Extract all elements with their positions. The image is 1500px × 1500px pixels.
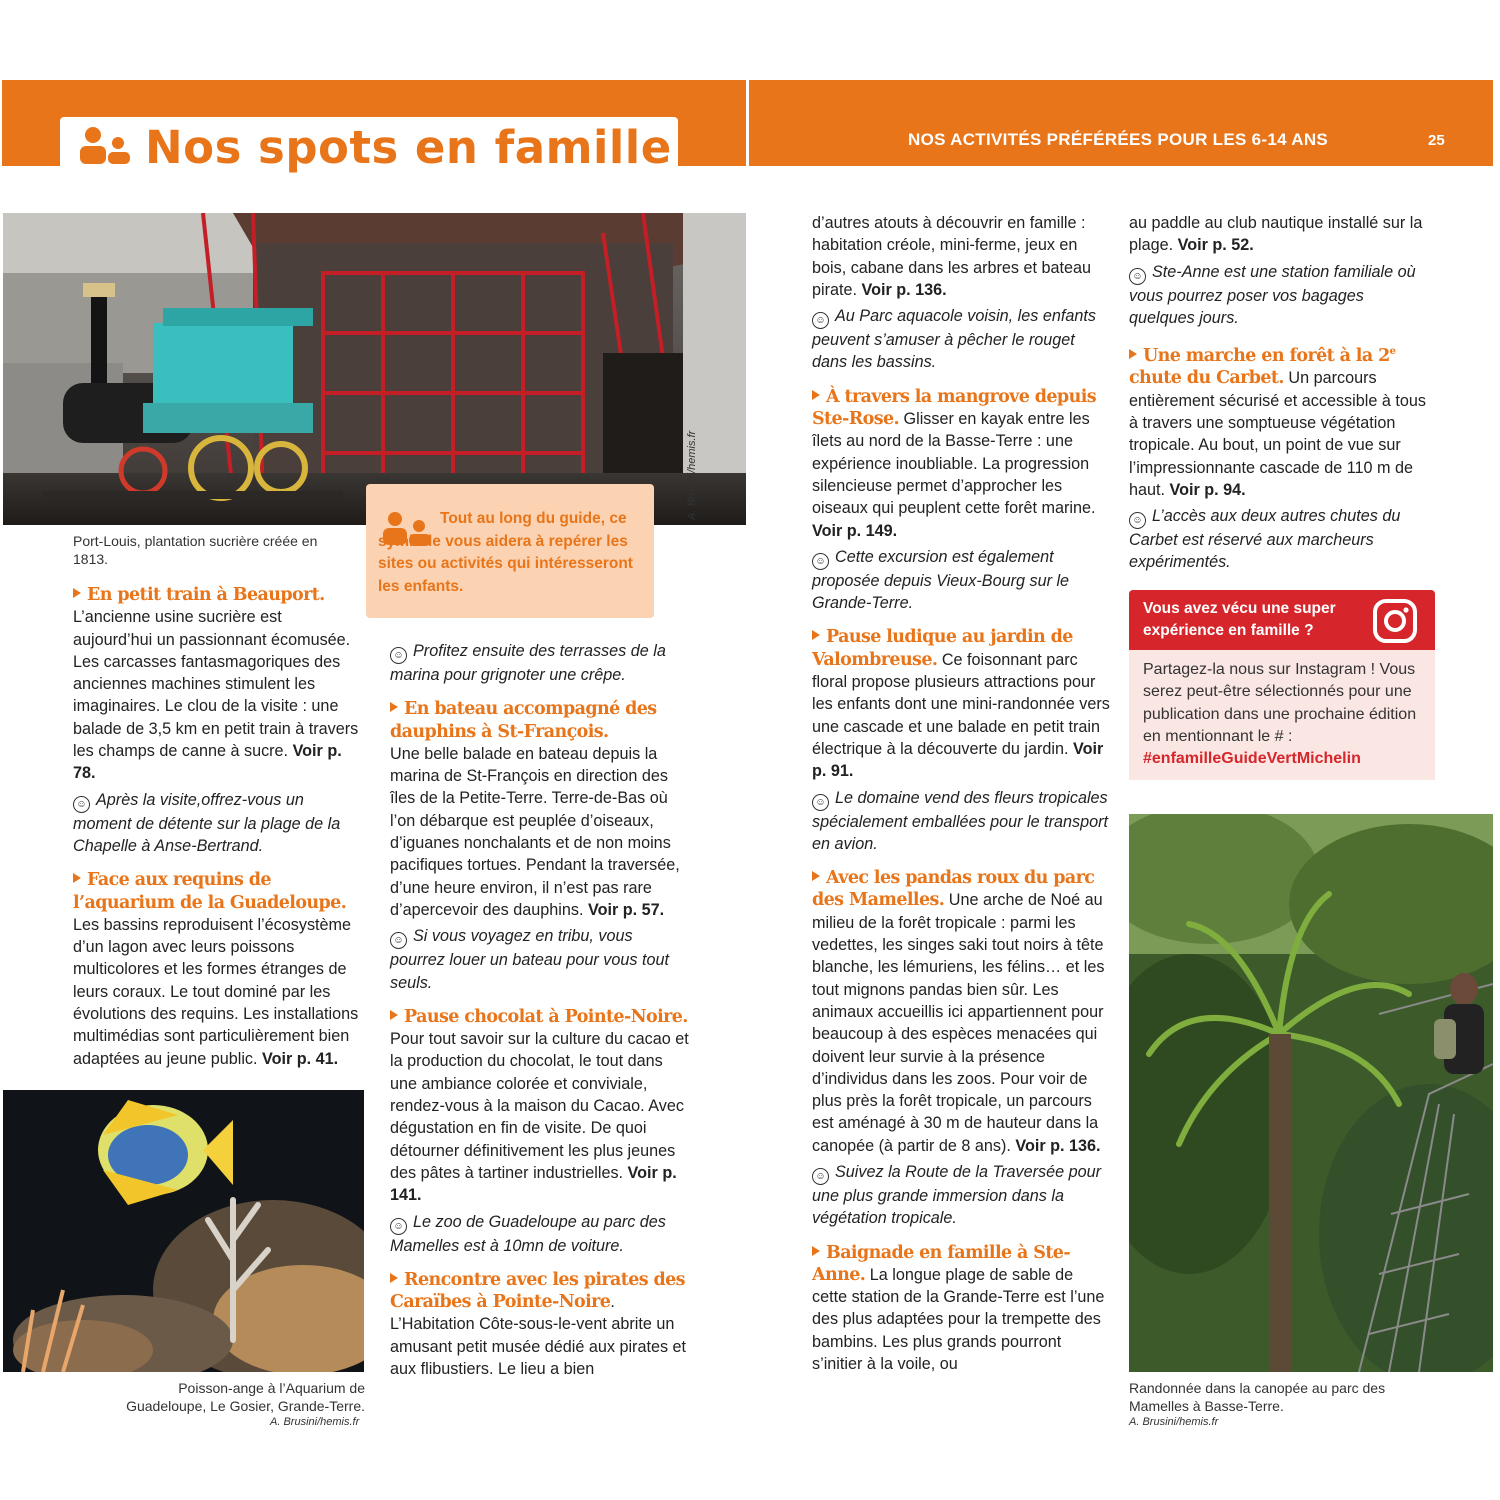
tip-text: Après la visite,offrez-vous un moment de détente sur la plage de la Chapelle à Anse-Bertrand. — [73, 790, 341, 855]
instagram-icon[interactable] — [1372, 598, 1418, 644]
train-photo-credit: A. Brusini/hemis.fr — [686, 430, 698, 520]
child-face-icon: ☺ — [1129, 268, 1146, 285]
child-face-icon: ☺ — [812, 1168, 829, 1185]
fish-photo — [3, 1090, 364, 1372]
section-body: au paddle au club nautique installé sur la plage. — [1129, 214, 1423, 255]
section-heading: À travers la mangrove depuis Ste-Rose. — [812, 386, 1096, 430]
hashtag[interactable]: #enfamilleGuideVertMichelin — [1143, 750, 1361, 768]
page-reference: Voir p. 141. — [390, 1163, 677, 1205]
arrow-icon — [812, 630, 820, 640]
column-1 — [73, 584, 365, 1070]
arrow-icon — [1129, 349, 1137, 359]
canopy-photo — [1129, 814, 1493, 1372]
child-face-icon: ☺ — [390, 932, 407, 949]
callout-text: Tout au long du guide, ce symbole vous aidera à repérer les sites ou activités qui intéresseront les enfants. — [378, 510, 633, 595]
page-reference: Voir p. 57. — [587, 900, 665, 919]
tip-text: Le zoo de Guadeloupe au parc des Mamelles est à 10mn de voiture. — [390, 1212, 666, 1255]
fish-photo-caption: Poisson-ange à l’Aquarium de Guadeloupe, Le Gosier, Grande-Terre. — [126, 1380, 365, 1414]
child-face-icon: ☺ — [73, 796, 90, 813]
train-photo — [3, 213, 746, 525]
canopy-photo-caption: Randonnée dans la canopée au parc des Mamelles à Basse-Terre. — [1129, 1380, 1386, 1414]
arrow-icon — [390, 1010, 398, 1020]
page-reference: Voir p. 52. — [1177, 236, 1254, 255]
tip-text: Suivez la Route de la Traversée pour une plus grande immersion dans la végétation tropicale. — [812, 1162, 1102, 1228]
arrow-icon — [73, 873, 81, 883]
header-band-right — [749, 80, 1493, 166]
section-heading: En petit train à Beauport. — [73, 585, 325, 605]
section-heading: Pause ludique au jardin de Valombreuse. — [812, 627, 1073, 670]
family-icon — [78, 126, 132, 166]
section-subtitle: NOS ACTIVITÉS PRÉFÉRÉES POUR LES 6-14 ANS — [908, 130, 1329, 149]
child-face-icon: ☺ — [812, 794, 829, 811]
child-face-icon: ☺ — [1129, 512, 1146, 529]
page-reference: Voir p. 136. — [861, 280, 947, 299]
section-body: La longue plage de sable de cette station de la Grande-Terre est l’une des plus adaptées pour la trempette des bambins. Les plus grands pourront s’initier à la voile, ou — [812, 1265, 1105, 1374]
arrow-icon — [390, 1273, 398, 1283]
child-face-icon: ☺ — [390, 647, 407, 664]
instagram-box-title: Vous avez vécu une super expérience en famille ? — [1143, 600, 1336, 639]
section-body: Pour tout savoir sur la culture du cacao et la production du chocolat, le tout dans une ambiance colorée et conviviale, rendez-vous à la maison du Cacao. Avec dégustation en fin de visite. De quoi détourner définitivement les plus jeunes des pâtes à tartiner industrielles. — [390, 1030, 689, 1182]
section-body: d’autres atouts à découvrir en famille : habitation créole, mini-ferme, jeux en bois, cabane dans les arbres et bateau pirate. — [812, 214, 1091, 299]
page-reference: Voir p. 91. — [812, 739, 1104, 781]
arrow-icon — [812, 390, 820, 400]
section-body: Glisser en kayak entre les îlets au nord de la Basse-Terre : une expérience inoubliable. La progression silencieuse permet d’approcher les oiseaux qui peuplent cette forêt marine. — [812, 410, 1096, 518]
tip-text: Au Parc aquacole voisin, les enfants peuvent s’amuser à pêcher le rouget dans les bassins. — [812, 307, 1096, 372]
child-face-icon: ☺ — [390, 1218, 407, 1235]
page-reference: Voir p. 149. — [812, 521, 898, 540]
column-4 — [1129, 212, 1429, 574]
section-heading: Une marche en forêt à la 2e chute du Carbet. — [1129, 346, 1396, 389]
section-body: Un parcours entièrement sécurisé et accessible à tous à travers une somptueuse végétation tropicale. Au bout, un point de vue sur l’impressionnante cascade de 110 m de haut. — [1129, 369, 1426, 499]
page-title: Nos spots en famille — [145, 121, 672, 174]
section-heading: Pause chocolat à Pointe-Noire. — [390, 1007, 688, 1027]
page-reference: Voir p. 41. — [262, 1049, 339, 1068]
section-body: L’ancienne usine sucrière est aujourd’hui un passionnant écomusée. Les carcasses fantasmagoriques des anciennes machines stimulent les imaginaires. Le clou de la visite : une balade de 3,5 km en petit train à travers les champs de canne à sucre. — [73, 608, 359, 761]
section-heading: En bateau accompagné des dauphins à St-François. — [390, 699, 657, 742]
child-face-icon: ☺ — [812, 553, 829, 570]
section-body: . L’Habitation Côte-sous-le-vent abrite un amusant petit musée dédié aux pirates et aux flibustiers. Le lieu a bien — [390, 1293, 687, 1379]
section-body: Une belle balade en bateau depuis la marina de St-François en direction des îles de la Petite-Terre. Terre-de-Bas où l’on débarque est peuplée d’oiseaux, d’iguanes nonchalants et de non moins pacifiques tortues. Pendant la traversée, d’une heure environ, il n’est pas rare d’apercevoir des dauphins. — [390, 744, 680, 919]
tip-text: Cette excursion est également proposée depuis Vieux-Bourg sur le Grande-Terre. — [812, 547, 1070, 613]
canopy-photo-credit: A. Brusini/hemis.fr — [1129, 1416, 1219, 1428]
page-reference: Voir p. 94. — [1169, 480, 1246, 499]
section-heading: Baignade en famille à Ste-Anne. — [812, 1242, 1070, 1285]
arrow-icon — [812, 871, 820, 881]
section-body: Les bassins reproduisent l’écosystème d’un lagon avec leurs poissons multicolores et les formes étranges de leurs coraux. Le tout dominé par les évolutions des requins. Les installations multimédias sont particulièrement bien adaptées au jeune public. — [73, 915, 359, 1068]
child-face-icon: ☺ — [812, 312, 829, 329]
section-body: Ce foisonnant parc floral propose plusieurs attractions pour les enfants dont une mini-randonnée vers une cascade et une balade en petit train électrique à la découverte du jardin. — [812, 650, 1110, 758]
tip-text: Ste-Anne est une station familiale où vous pourrez poser vos bagages quelques jours. — [1129, 262, 1416, 327]
arrow-icon — [390, 702, 398, 712]
section-body: Une arche de Noé au milieu de la forêt tropicale : parmi les vedettes, les singes saki tout noirs à tête blanche, les lémuriens, les félins… et les tout mignons pandas bien sûr. Les animaux accueillis ici appartiennent pour beaucoup à des espèces menacées qui doivent leur survie à la présence d’individus dans les zoos. Pour voir de plus près la forêt tropicale, un parcours est aménagé à 30 m de hauteur dans la canopée (à partir de 8 ans). — [812, 891, 1105, 1155]
page-number: 25 — [1428, 132, 1445, 149]
column-2 — [390, 636, 690, 1380]
train-photo-caption: Port-Louis, plantation sucrière créée en 1813. — [73, 533, 318, 567]
tip-text: Le domaine vend des fleurs tropicales spécialement emballées pour le transport en avion. — [812, 788, 1109, 853]
arrow-icon — [73, 588, 81, 598]
section-heading: Avec les pandas roux du parc des Mamelles. — [812, 868, 1095, 911]
section-heading: Rencontre avec les pirates des Caraïbes à Pointe-Noire — [390, 1269, 685, 1313]
instagram-box-text: Partagez-la nous sur Instagram ! Vous serez peut-être sélectionnés pour une publication dans une prochaine édition en mentionnant le # : #enfamilleGuideVertMichelin — [1143, 661, 1417, 768]
tip-text: Si vous voyagez en tribu, vous pourrez louer un bateau pour vous tout seuls. — [390, 927, 669, 992]
arrow-icon — [812, 1246, 820, 1256]
column-3 — [812, 212, 1110, 1375]
fish-photo-credit: A. Brusini/hemis.fr — [270, 1416, 360, 1428]
tip-text: L’accès aux deux autres chutes du Carbet est réservé aux marcheurs expérimentés. — [1129, 507, 1401, 572]
page-reference: Voir p. 136. — [1015, 1136, 1101, 1155]
page-reference: Voir p. 78. — [73, 742, 342, 783]
tip-text: Profitez ensuite des terrasses de la marina pour grignoter une crêpe. — [390, 642, 666, 684]
section-heading: Face aux requins de l’aquarium de la Guadeloupe. — [73, 870, 347, 913]
